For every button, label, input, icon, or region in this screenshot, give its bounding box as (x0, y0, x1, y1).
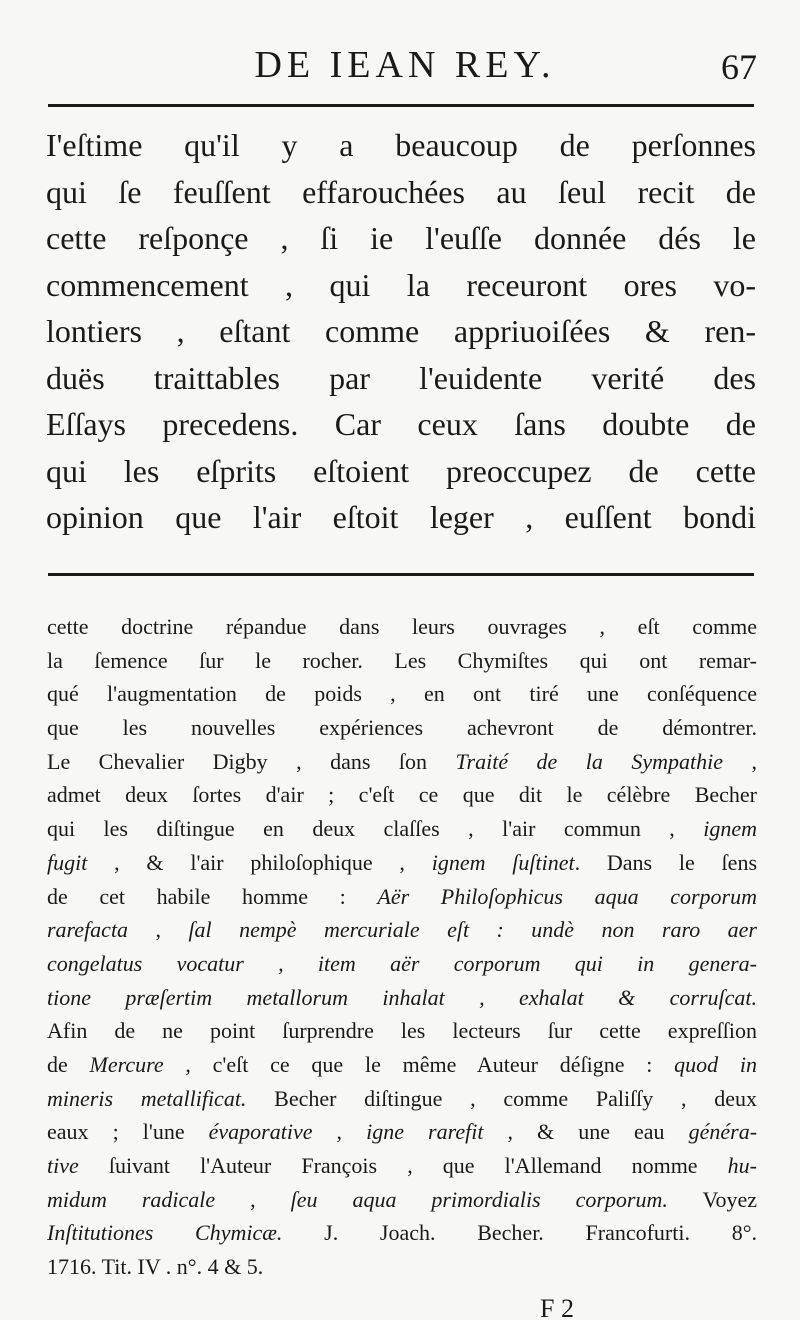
latin-quote: fugit (47, 849, 88, 875)
footnote-text: de cet habile homme : (47, 883, 378, 909)
latin-quote: ſeu aqua primordialis corporum. (290, 1186, 668, 1212)
footnote-text: , (312, 1119, 367, 1145)
footnote-text: , c'eſt ce que le même Auteur déſigne : (163, 1051, 675, 1077)
footnote-line (47, 610, 757, 644)
footnote-text: J. Joach. Becher. Francofurti. 8°. (282, 1220, 757, 1246)
main-text-line: qui ſe feuſſent effarouchées au ſeul recit de (46, 173, 756, 210)
main-text-line: commencement , qui la receuront ores vo- (46, 266, 756, 303)
footnote-text: , & l'air philoſophique , (87, 849, 432, 875)
footnote-line (47, 1183, 757, 1217)
footnote-line (47, 812, 757, 846)
footnote-text: Voyez (667, 1186, 757, 1212)
latin-quote: igne rarefit (366, 1119, 484, 1145)
footnote-line (47, 1250, 757, 1284)
footnote-line (47, 745, 757, 779)
main-paragraph (46, 122, 756, 541)
footnote-line (47, 913, 757, 947)
footnote-text: cette doctrine répandue dans leurs ouvrages , eſt comme (47, 614, 757, 639)
footnote-text: Afin de ne point ſurprendre les lecteurs ſur cette expreſſion (47, 1018, 757, 1044)
footnote-line (47, 1115, 757, 1149)
main-text-line: duës traittables par l'euidente verité des (46, 359, 756, 396)
latin-quote: ignem ſuſtinet (431, 849, 575, 875)
footnote-line (47, 778, 757, 812)
page-number: 67 (721, 47, 757, 87)
footnote-text: . Dans le ſens (574, 849, 757, 875)
latin-quote: quod in (674, 1051, 757, 1077)
footnote-text: admet deux ſortes d'air ; c'eſt ce que dit le célèbre Becher (47, 782, 757, 808)
catchword: F 2 (540, 1294, 574, 1320)
footnote-text: Becher diſtingue , comme Paliſſy , deux (246, 1085, 757, 1111)
footnote-text: , (128, 917, 189, 943)
header-rule (48, 104, 754, 107)
main-text-line: lontiers , eſtant comme appriuoiſées & ren- (46, 313, 756, 349)
footnote-line (47, 677, 757, 711)
footnote-line (47, 1149, 757, 1183)
main-text-line: opinion que l'air eſtoit leger , euſſent bondi (46, 499, 756, 535)
footnote-text: 1716. Tit. IV . n°. 4 & 5. (47, 1254, 264, 1280)
footnote-line (47, 981, 757, 1015)
page-header (45, 40, 757, 90)
italic-term: généra- (688, 1119, 757, 1145)
footnote-text: , & une eau (483, 1119, 689, 1145)
latin-quote: ignem (703, 816, 757, 842)
footnote-line (47, 1014, 757, 1048)
latin-quote: congelatus vocatur , item aër corporum qui in genera- (47, 950, 757, 976)
footnote-line (47, 880, 757, 914)
footnote-text: la ſemence ſur le rocher. Les Chymiſtes qui ont remar- (47, 647, 757, 673)
footnote-text: qué l'augmentation de poids , en ont tiré une conſéquence (47, 681, 757, 707)
footnote-text: Le Chevalier Digby , dans ſon (47, 748, 456, 774)
latin-quote: rarefacta (47, 917, 129, 943)
footnote-line (47, 947, 757, 981)
latin-quote: midum radicale (47, 1186, 216, 1212)
latin-quote: tione præſertim metallorum inhalat , exhalat & corruſcat. (47, 984, 757, 1010)
footnote-text: eaux ; l'une (47, 1119, 209, 1145)
footnote-text: qui les diſtingue en deux claſſes , l'air commun , (47, 816, 704, 842)
footnote-line (47, 1082, 757, 1116)
footnote-rule (48, 573, 754, 576)
latin-quote: Aër Philoſophicus aqua corporum (377, 883, 757, 909)
italic-title: Traité de la Sympathie (455, 748, 724, 774)
running-head: DE IEAN REY. (254, 44, 556, 86)
book-title: Inſtitutiones Chymicæ. (47, 1220, 283, 1246)
footnote-line (47, 1048, 757, 1082)
footnote (47, 610, 757, 1284)
main-text-line: cette reſponçe , ſi ie l'euſſe donnée dés le (46, 220, 756, 256)
footnote-line (47, 644, 757, 678)
latin-quote: hu- (727, 1153, 757, 1178)
italic-term: évaporative (208, 1119, 313, 1145)
italic-term: tive (47, 1153, 79, 1178)
footnote-text: que les nouvelles expériences achevront de démontrer. (47, 715, 757, 741)
footnote-line (47, 846, 757, 880)
latin-quote: ſal nempè mercuriale eſt : undè non raro aer (188, 917, 757, 943)
footnote-text: , (215, 1186, 291, 1212)
main-text-line: qui les eſprits eſtoient preoccupez de cette (46, 452, 756, 489)
footnote-text: de (47, 1051, 90, 1077)
main-text-line: I'eſtime qu'il y a beaucoup de perſonnes (46, 127, 756, 163)
footnote-text: ſuivant l'Auteur François , que l'Allemand nomme (78, 1153, 728, 1178)
main-text-line: Eſſays precedens. Car ceux ſans doubte de (46, 406, 756, 442)
footnote-line (47, 1216, 757, 1250)
italic-term: Mercure (89, 1051, 164, 1077)
latin-quote: mineris metallificat. (47, 1085, 247, 1111)
footnote-text: , (723, 748, 757, 774)
footnote-line (47, 711, 757, 745)
